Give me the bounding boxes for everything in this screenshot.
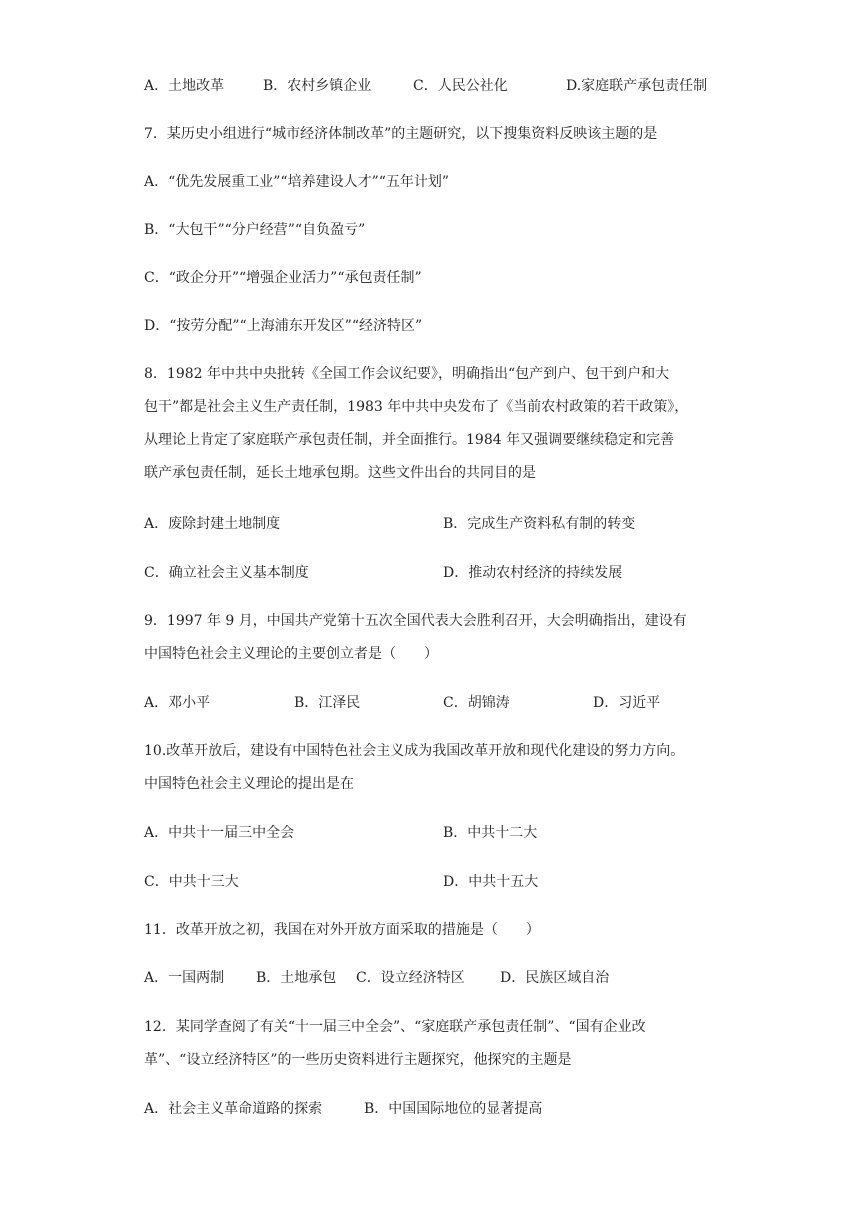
q8-option-d: D．推动农村经济的持续发展 — [443, 565, 623, 581]
q8-option-a: A．废除封建土地制度 — [144, 516, 281, 532]
q10-stem-line: 中国特色社会主义理论的提出是在 — [144, 776, 354, 792]
q12-option-b: B．中国国际地位的显著提高 — [364, 1101, 543, 1117]
q8-stem-line: 8．1982 年中共中央批转《全国工作会议纪要》，明确指出“包产到户、包干到户和大 — [144, 366, 670, 382]
q6-option-c: C．人民公社化 — [413, 78, 508, 94]
q11-stem: 11．改革开放之初，我国在对外开放方面采取的措施是（ ） — [144, 922, 540, 938]
q7-option-a: A．“优先发展重工业”“培养建设人才”“五年计划” — [144, 174, 450, 190]
q9-option-a: A．邓小平 — [144, 695, 211, 711]
q10-stem-line: 10.改革开放后，建设有中国特色社会主义成为我国改革开放和现代化建设的努力方向。 — [144, 743, 685, 759]
q6-option-b: B．农村乡镇企业 — [263, 78, 372, 94]
q10-option-a: A．中共十一届三中全会 — [144, 825, 295, 841]
q9-stem-line: 中国特色社会主义理论的主要创立者是（ ） — [144, 646, 438, 662]
q12-stem-line: 革”、“设立经济特区”的一些历史资料进行主题探究，他探究的主题是 — [144, 1052, 572, 1068]
q8-stem-line: 联产承包责任制，延长土地承包期。这些文件出台的共同目的是 — [144, 465, 536, 481]
q7-stem: 7．某历史小组进行“城市经济体制改革”的主题研究，以下搜集资料反映该主题的是 — [144, 126, 658, 142]
q11-option-c: C．设立经济特区 — [356, 970, 465, 986]
q9-stem-line: 9．1997 年 9 月，中国共产党第十五次全国代表大会胜利召开，大会明确指出，建设有 — [144, 613, 687, 629]
q7-option-b: B．“大包干”“分户经营”“自负盈亏” — [144, 222, 366, 238]
q9-option-b: B．江泽民 — [294, 695, 361, 711]
q10-option-b: B．中共十二大 — [443, 825, 538, 841]
q8-stem-line: 包干”都是社会主义生产责任制，1983 年中共中央发布了《当前农村政策的若干政策》， — [144, 399, 689, 415]
q9-option-c: C．胡锦涛 — [443, 695, 510, 711]
q12-option-a: A．社会主义革命道路的探索 — [144, 1101, 323, 1117]
q11-option-a: A．一国两制 — [144, 970, 225, 986]
q8-stem-line: 从理论上肯定了家庭联产承包责任制，并全面推行。1984 年又强调要继续稳定和完善 — [144, 432, 675, 448]
q6-option-d: D.家庭联产承包责任制 — [566, 78, 708, 94]
q9-option-d: D．习近平 — [593, 695, 661, 711]
q10-option-d: D．中共十五大 — [443, 874, 539, 890]
q12-stem-line: 12．某同学查阅了有关“十一届三中全会”、“家庭联产承包责任制”、“国有企业改 — [144, 1019, 646, 1035]
q8-option-b: B．完成生产资料私有制的转变 — [443, 516, 636, 532]
q6-option-a: A．土地改革 — [144, 78, 225, 94]
q11-option-b: B．土地承包 — [256, 970, 337, 986]
q8-option-c: C．确立社会主义基本制度 — [144, 565, 309, 581]
q7-option-c: C．“政企分开”“增强企业活力”“承包责任制” — [144, 270, 422, 286]
q10-option-c: C．中共十三大 — [144, 874, 239, 890]
q11-option-d: D．民族区域自治 — [500, 970, 610, 986]
q7-option-d: D．“按劳分配”“上海浦东开发区”“经济特区” — [144, 318, 423, 334]
